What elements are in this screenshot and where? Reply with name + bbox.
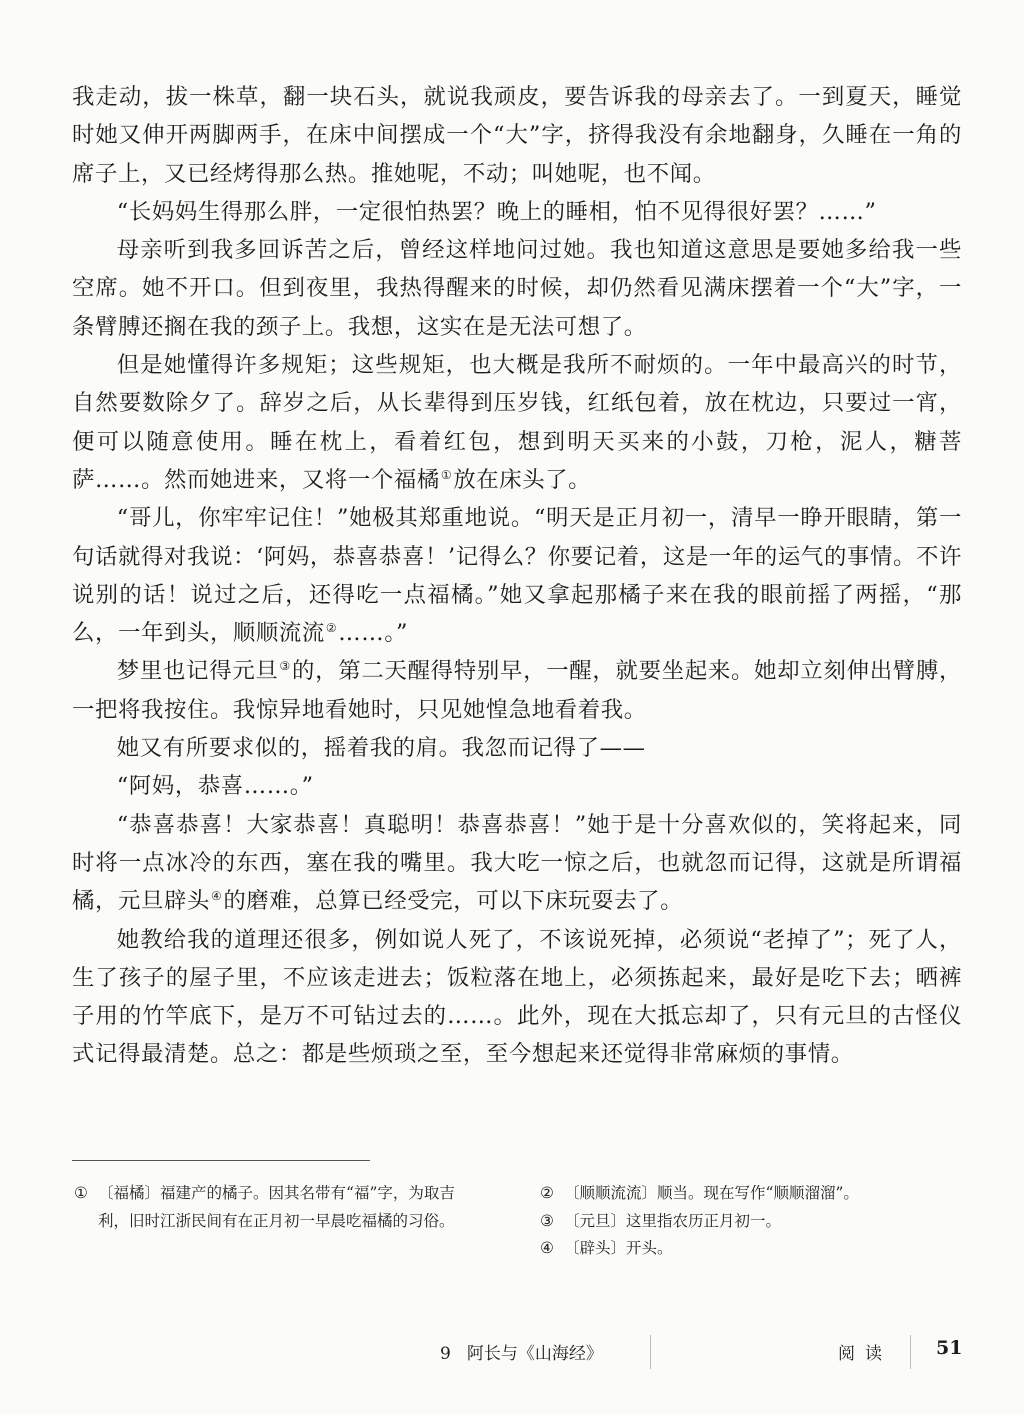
paragraph-text: “哥儿，你牢牢记住！”她极其郑重地说。“明天是正月初一，清早一睁开眼睛，第一句话就得对我说：‘阿妈，恭喜恭喜！’记得么？你要记着，这是一年的运气的事情。不许说别的话！说过之后，还得吃一点福橘。”她又拿起那橘子来在我的眼前摇了两摇，“那么，一年到头，顺顺流流 [72,505,962,647]
footnote [540,1180,980,1208]
paragraph [72,806,962,921]
footnote-reference: ③ [279,658,292,673]
paragraph-text: 的磨难，总算已经受完，可以下床玩耍去了。 [223,888,684,915]
footer-separator [910,1335,911,1369]
paragraph [72,499,962,652]
paragraph-text: 放在床头了。 [453,466,592,493]
paragraph-text: 但是她懂得许多规矩；这些规矩，也大概是我所不耐烦的。一年中最高兴的时节，自然要数除夕了。辞岁之后，从长辈得到压岁钱，红纸包着，放在枕边，只要过一宵，便可以随意使用。睡在枕上，看着红包，想到明天买来的小鼓，刀枪，泥人，糖菩萨……。然而她进来，又将一个福橘 [72,352,962,493]
footnote-reference: ④ [210,888,223,903]
paragraph [72,231,962,346]
footnote-number: ① [74,1184,88,1202]
footnote [540,1208,980,1236]
body-text [72,78,962,1074]
paragraph-text: 的，第二天醒得特别早，一醒，就要坐起来。她却立刻伸出臂膊，一把将我按住。我惊异地看她时，只见她惶急地看着我。 [72,658,963,723]
footnote-number: ④ [540,1239,554,1257]
paragraph-text: 母亲听到我多回诉苦之后，曾经这样地问过她。我也知道这意思是要她多给我一些空席。她不开口。但到夜里，我热得醒来的时候，却仍然看见满床摆着一个“大”字，一条臂膊还搁在我的颈子上。我想，这实在是无法可想了。 [72,237,962,340]
paragraph-text: “阿妈，恭喜……。” [116,773,314,800]
paragraph [72,921,962,1074]
paragraph [72,729,962,767]
paragraph [72,767,962,805]
paragraph-text: ……。” [338,620,409,647]
paragraph-text: 梦里也记得元旦 [116,658,279,685]
footnote-number: ② [540,1184,554,1202]
paragraph-text: 她教给我的道理还很多，例如说人死了，不该说死掉，必须说“老掉了”；死了人，生了孩子的屋子里，不应该走进去；饭粒落在地上，必须拣起来，最好是吃下去；晒裤子用的竹竿底下，是万不可钻过去的……。此外，现在大抵忘却了，只有元旦的古怪仪式记得最清楚。总之：都是些烦琐之至，至今想起来还觉得非常麻烦的事情。 [72,926,962,1068]
paragraph-text: “长妈妈生得那么胖，一定很怕热罢？晚上的睡相，怕不见得很好罢？……” [116,198,877,225]
footnote-number: ③ [540,1211,554,1230]
footnote-reference: ① [440,467,453,482]
footnote-text: 〔元旦〕这里指农历正月初一。 [564,1211,782,1230]
footnote [74,1180,474,1235]
paragraph-text: 她又有所要求似的，摇着我的肩。我忽而记得了—— [116,735,646,762]
paragraph-text: “恭喜恭喜！大家恭喜！真聪明！恭喜恭喜！”她于是十分喜欢似的，笑将起来，同时将一点冰冷的东西，塞在我的嘴里。我大吃一惊之后，也就忽而记得，这就是所谓福橘，元旦辟头 [72,811,962,915]
footnote-text: 〔福橘〕福建产的橘子。因其名带有“福”字，为取吉利，旧时江浙民间有在正月初一早晨吃福橘的习俗。 [98,1184,455,1230]
footnote-reference: ② [325,620,338,635]
chapter-heading [440,1339,603,1364]
footnote-text: 〔辟头〕开头。 [564,1239,673,1257]
chapter-number: 9 [440,1344,451,1364]
paragraph-text: 我走动，拔一株草，翻一块石头，就说我顽皮，要告诉我的母亲去了。一到夏天，睡觉时她又伸开两脚两手，在床中间摆成一个“大”字，挤得我没有余地翻身，久睡在一角的席子上，又已经烤得那么热。推她呢，不动；叫她呢，也不闻。 [72,84,962,187]
paragraph [72,346,962,499]
footnotes-left-column [74,1180,474,1235]
paragraph [72,78,962,193]
chapter-title: 阿长与《山海经》 [466,1344,603,1364]
page-footer [0,1335,1024,1369]
section-label: 阅读 [838,1344,892,1364]
paragraph [72,193,962,231]
paragraph [72,652,962,729]
page-number: 51 [936,1337,963,1359]
footnote-text: 〔顺顺流流〕顺当。现在写作“顺顺溜溜”。 [564,1184,859,1202]
footnote-divider [72,1160,370,1161]
footer-separator [650,1335,651,1369]
footnote [540,1235,980,1263]
footnotes-right-column [540,1180,980,1263]
